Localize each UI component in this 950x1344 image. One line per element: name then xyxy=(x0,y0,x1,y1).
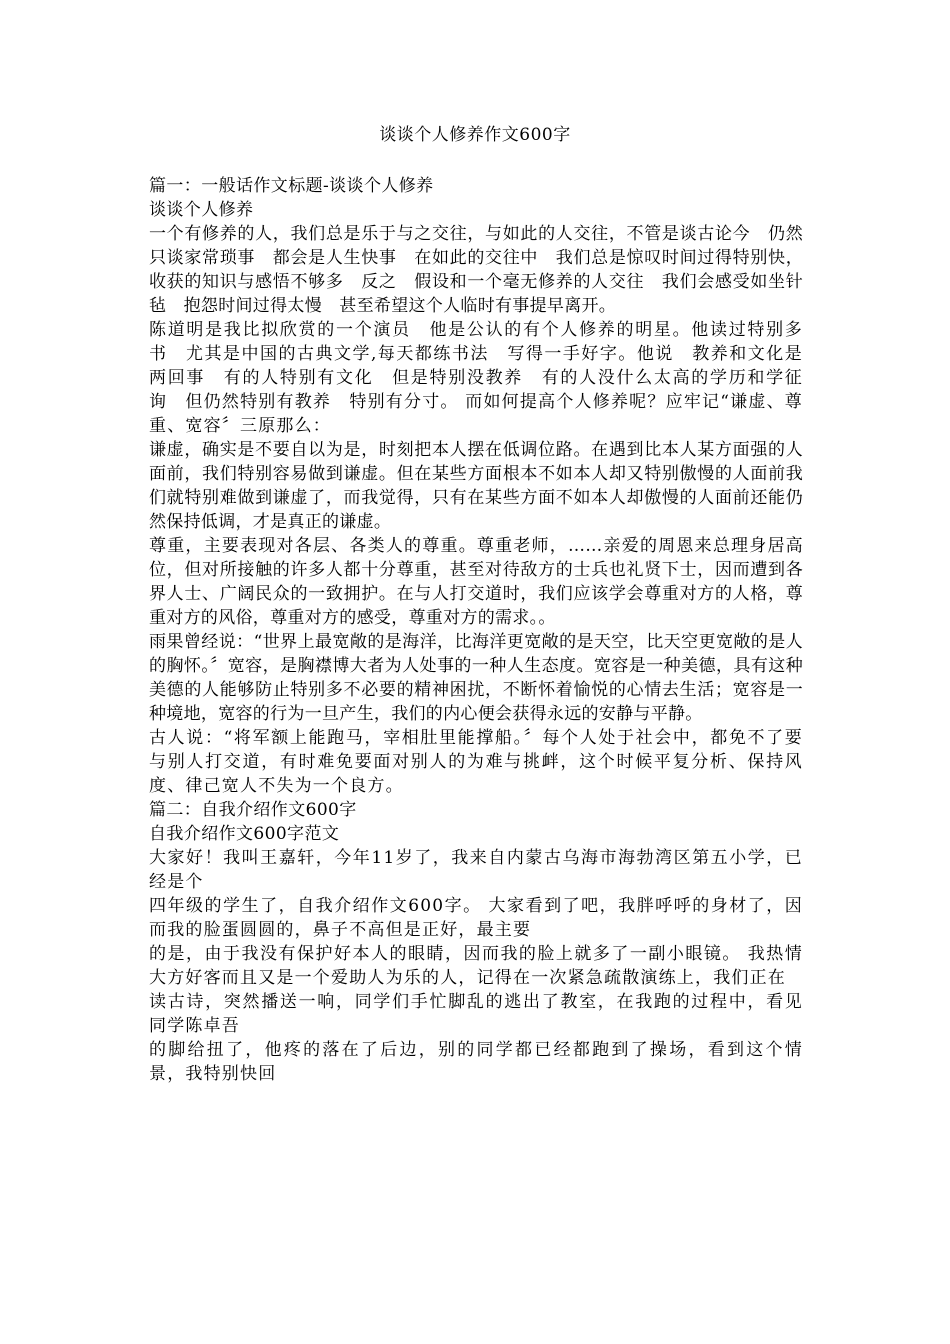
section-heading: 篇一：一般话作文标题-谈谈个人修养 xyxy=(149,176,434,196)
paragraph: 陈道明是我比拟欣赏的一个演员 他是公认的有个人修养的明星。他读过特别多书 尤其是中国的古典文学,每天都练书法 写得一手好字。他说 教养和文化是两回事 有的人特别有文化 但是特别没教养 有的人没什么太高的学历和学征询 但仍然特别有教养 特别有分寸。 而如何提高个人修养呢？应牢记“谦虚、尊重、宽容〞三原那么： xyxy=(149,320,803,436)
paragraph: 一个有修养的人，我们总是乐于与之交往，与如此的人交往，不管是谈古论今 仍然只谈家常琐事 都会是人生快事 在如此的交往中 我们总是惊叹时间过得特别快，收获的知识与感悟不够多 反之 假设和一个毫无修养的人交往 我们会感受如坐针毡 抱怨时间过得太慢 甚至希望这个人临时有事提早离开。 xyxy=(149,224,803,316)
paragraph: 的脚给扭了，他疼的落在了后边，别的同学都已经都跑到了操场，看到这个情景，我特别快回 xyxy=(149,1040,803,1084)
paragraph: 古人说：“将军额上能跑马，宰相肚里能撑船。〞每个人处于社会中，都免不了要与别人打交道，有时难免要面对别人的为难与挑衅，这个时候平复分析、保持风度、律己宽人不失为一个良方。 xyxy=(149,728,803,796)
document-title: 谈谈个人修养作文600字 xyxy=(379,125,571,145)
section-subtitle: 谈谈个人修养 xyxy=(149,200,254,220)
paragraph: 雨果曾经说：“世界上最宽敞的是海洋，比海洋更宽敞的是天空，比天空更宽敞的是人的胸怀。〞宽容，是胸襟博大者为人处事的一种人生态度。宽容是一种美德，具有这种美德的人能够防止特别多不必要的精神困扰，不断怀着愉悦的心情去生活；宽容是一种境地，宽容的行为一旦产生，我们的内心便会获得永远的安静与平静。 xyxy=(149,632,803,724)
section-subtitle: 自我介绍作文600字范文 xyxy=(149,824,340,844)
paragraph: 尊重，主要表现对各层、各类人的尊重。尊重老师，……亲爱的周恩来总理身居高位，但对所接触的许多人都十分尊重，甚至对待敌方的士兵也礼贤下士，因而遭到各界人士、广阔民众的一致拥护。在与人打交道时，我们应该学会尊重对方的人格，尊重对方的风俗，尊重对方的感受，尊重对方的需求。。 xyxy=(149,536,803,628)
paragraph: 读古诗，突然播送一响，同学们手忙脚乱的逃出了教室，在我跑的过程中，看见同学陈卓吾 xyxy=(149,992,803,1036)
document-body xyxy=(149,174,803,1086)
section-heading: 篇二：自我介绍作文600字 xyxy=(149,800,357,820)
paragraph: 大家好！我叫王嘉轩，今年11岁了，我来自内蒙古乌海市海勃湾区第五小学，已经是个 xyxy=(149,848,803,892)
paragraph: 谦虚，确实是不要自以为是，时刻把本人摆在低调位路。在遇到比本人某方面强的人面前，我们特别容易做到谦虚。但在某些方面根本不如本人却又特别傲慢的人面前我们就特别难做到谦虚了，而我觉得，只有在某些方面不如本人却傲慢的人面前还能仍然保持低调，才是真正的谦虚。 xyxy=(149,440,803,532)
paragraph: 四年级的学生了，自我介绍作文600字。 大家看到了吧，我胖呼呼的身材了，因而我的脸蛋圆圆的，鼻子不高但是正好，最主要 xyxy=(149,896,803,940)
paragraph: 的是，由于我没有保护好本人的眼睛，因而我的脸上就多了一副小眼镜。 我热情大方好客而且又是一个爱助人为乐的人，记得在一次紧急疏散演练上，我们正在 xyxy=(149,944,803,988)
